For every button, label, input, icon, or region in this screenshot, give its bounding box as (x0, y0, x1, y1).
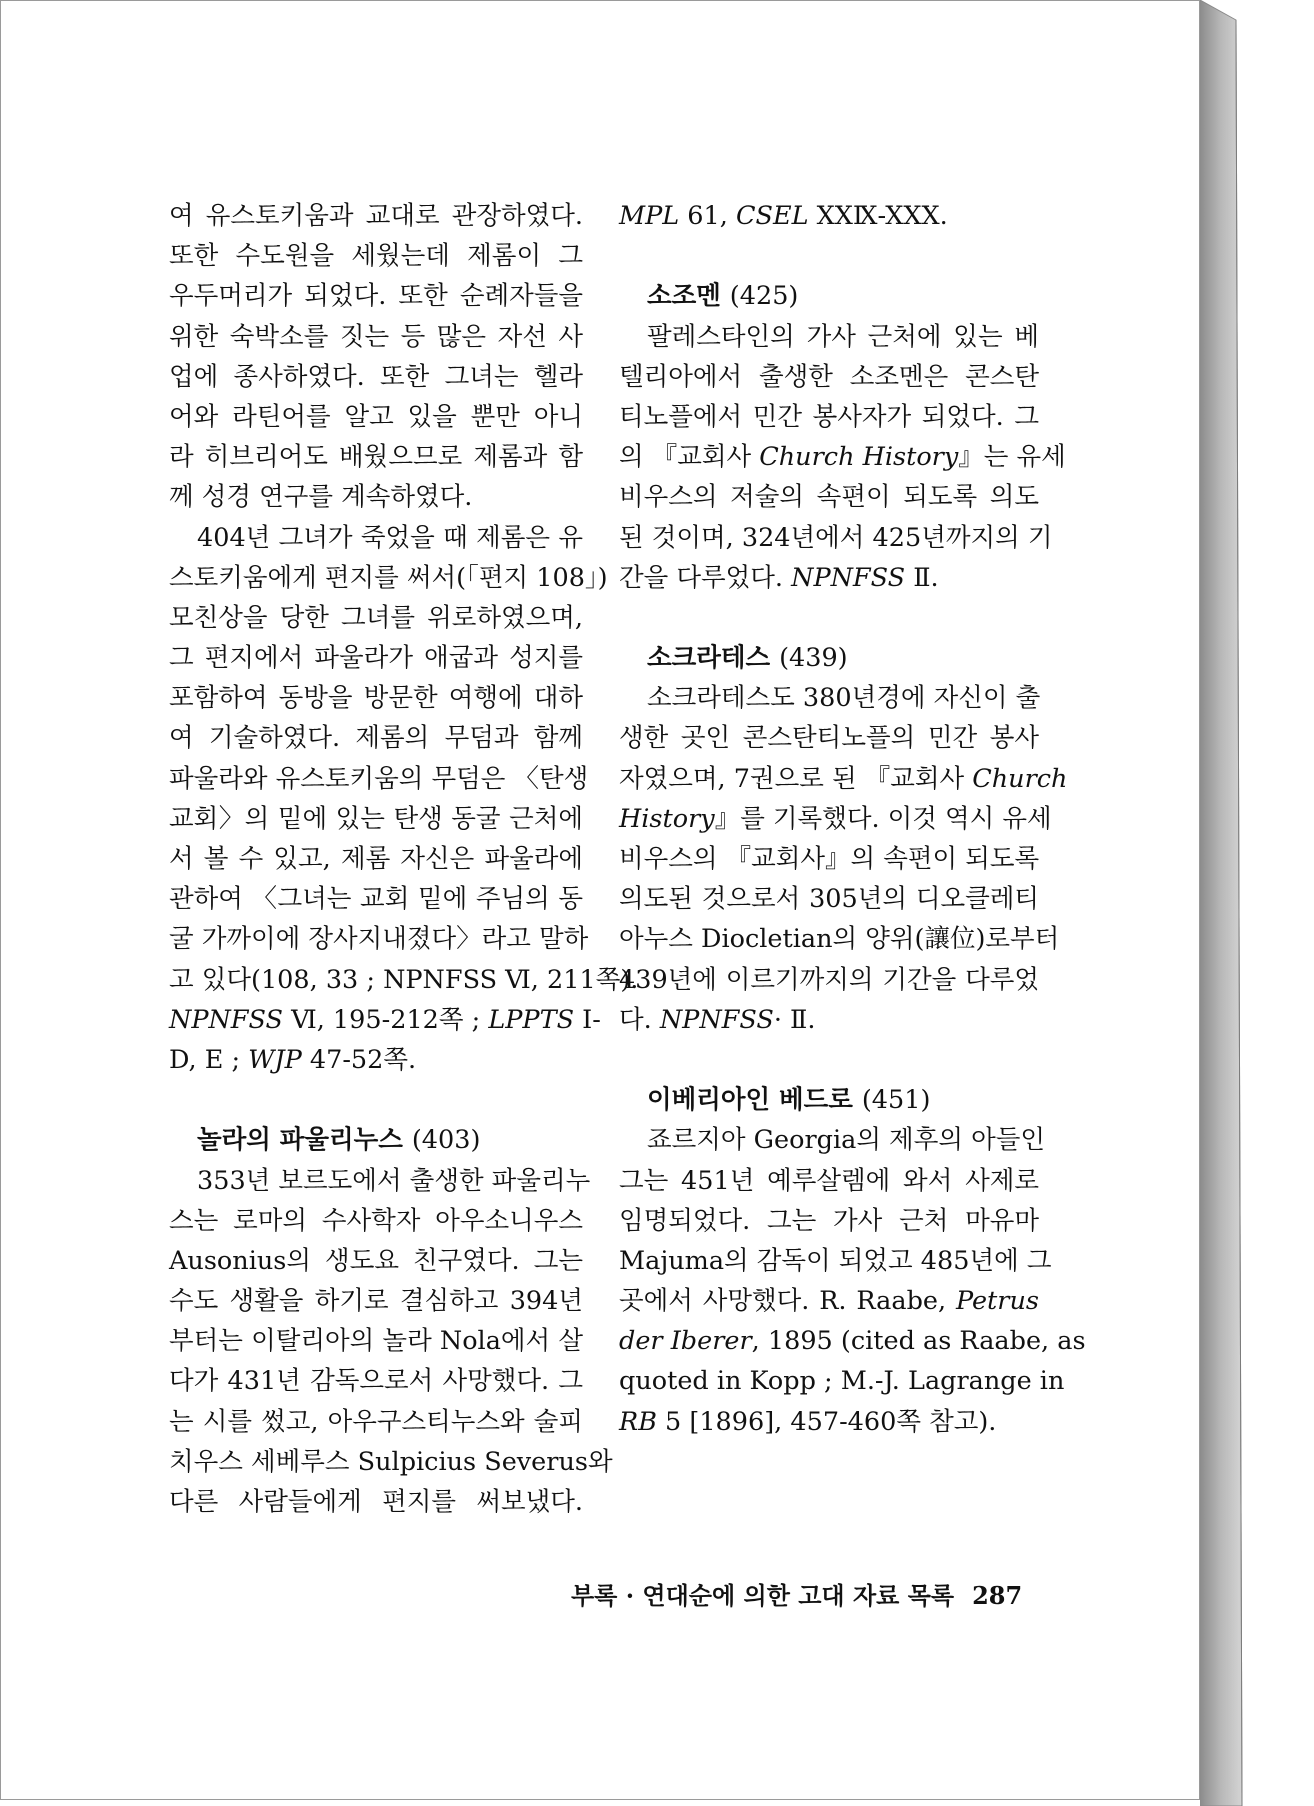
text-line: 스토키움에게 편지를 써서(「편지 108」) (169, 562, 608, 593)
text-run: 』는 유세 (958, 442, 1066, 473)
reference-line (169, 1000, 601, 1040)
section-gap (169, 1080, 583, 1120)
book-title: der Iberer (619, 1326, 752, 1357)
text-line: 다른 사람들에게 편지를 써보냈다. (169, 1487, 583, 1517)
text-line: 생한 곳인 콘스탄티노플의 민간 봉사 (619, 723, 1039, 754)
text-line: quoted in Kopp ; M.-J. Lagrange in (619, 1366, 1065, 1397)
text-line: 스는 로마의 수사학자 아우소니우스 (169, 1205, 583, 1236)
citation-text: XXⅨ-XXX. (808, 201, 948, 231)
section-heading (619, 638, 1039, 678)
text-run: , 1895 (cited as Raabe, as (751, 1326, 1086, 1357)
text-line (619, 437, 1066, 477)
text-line: 비우스의 『교회사』의 속편이 되도록 (619, 844, 1040, 874)
text-line: 또한 수도원을 세웠는데 제롬이 그 (169, 241, 583, 272)
citation-abbrev: WJP (248, 1044, 302, 1075)
book-page-edge (1200, 0, 1250, 1806)
text-line (619, 1321, 1086, 1361)
text-line: 라 히브리어도 배웠으므로 제롬과 함 (169, 442, 583, 473)
heading-year: (403) (411, 1125, 481, 1156)
text-run: 다. (619, 1004, 660, 1035)
section-heading (619, 276, 1039, 316)
text-run: 곳에서 사망했다. R. Raabe, (619, 1286, 956, 1317)
reference-line (169, 1040, 583, 1080)
text-line: 그 편지에서 파울라가 애굽과 성지를 (169, 643, 583, 674)
text-line: 부터는 이탈리아의 놀라 Nola에서 살 (169, 1326, 583, 1357)
section-heading (169, 1120, 583, 1160)
heading-title: 놀라의 파울리누스 (197, 1125, 403, 1156)
text-line: 404년 그녀가 죽었을 때 제롬은 유 (197, 522, 583, 553)
heading-year: (451) (861, 1085, 931, 1116)
text-line: 소크라테스도 380년경에 자신이 출 (647, 683, 1041, 714)
text-line: 다가 431년 감독으로서 사망했다. 그 (169, 1366, 583, 1397)
text-line: 포함하여 동방을 방문한 여행에 대하 (169, 683, 583, 714)
text-line: 업에 종사하였다. 또한 그녀는 헬라 (169, 361, 583, 392)
section-gap (619, 236, 1039, 276)
text-run: Ⅱ. (905, 562, 939, 593)
citation-text: 47-52쪽. (301, 1044, 417, 1075)
text-line: Ausonius의 생도요 친구였다. 그는 (169, 1245, 583, 1276)
heading-title: 이베리아인 베드로 (647, 1085, 853, 1116)
text-run: 의 『교회사 (619, 442, 760, 473)
page-footer (571, 1576, 1022, 1611)
text-line: 439년에 이르기까지의 기간을 다루었 (619, 964, 1039, 995)
text-line: 여 기술하였다. 제롬의 무덤과 함께 (169, 723, 583, 754)
citation-text: 61, (679, 201, 736, 231)
text-line: 그는 451년 예루살렘에 와서 사제로 (619, 1165, 1039, 1196)
text-run: 』를 기록했다. 이것 역시 유세 (714, 803, 1052, 834)
text-line: 티노플에서 민간 봉사자가 되었다. 그 (619, 401, 1039, 432)
text-line: 께 성경 연구를 계속하였다. (169, 482, 473, 513)
running-title: 부록 · 연대순에 의한 고대 자료 목록 (571, 1581, 955, 1610)
text-line: 치우스 세베루스 Sulpicius Severus와 (169, 1446, 613, 1477)
section-gap (619, 598, 1039, 638)
text-line: 팔레스타인의 가사 근처에 있는 베 (647, 321, 1039, 352)
text-line: 교회〉의 밑에 있는 탄생 동굴 근처에 (169, 803, 583, 834)
text-line (619, 558, 1039, 598)
text-run: 자였으며, 7권으로 된 『교회사 (619, 763, 973, 794)
text-line: 관하여 〈그녀는 교회 밑에 주님의 동 (169, 884, 583, 915)
text-line: 굴 가까이에 장사지내졌다〉라고 말하 (169, 924, 589, 955)
section-heading (619, 1080, 1039, 1120)
book-title: Petrus (955, 1286, 1039, 1317)
text-line: 서 볼 수 있고, 제롬 자신은 파울라에 (169, 844, 583, 874)
book-title: History (619, 803, 715, 834)
heading-year: (425) (729, 281, 799, 312)
page-number: 287 (972, 1581, 1023, 1610)
citation-abbrev: MPL (619, 201, 680, 231)
text-line: 파울라와 유스토키움의 무덤은 〈탄생 (169, 763, 589, 794)
text-line: 수도 생활을 하기로 결심하고 394년 (169, 1286, 583, 1317)
citation-abbrev: CSEL (735, 201, 809, 231)
citation-text: I- (574, 1004, 601, 1035)
section-gap (619, 1040, 1039, 1080)
citation-abbrev: RB (619, 1406, 657, 1437)
citation-abbrev: NPNFSS (791, 562, 906, 593)
text-line (619, 1402, 1039, 1442)
book-title: Church (972, 763, 1068, 794)
text-line: 위한 숙박소를 짓는 등 많은 자선 사 (169, 321, 583, 352)
citation-abbrev: NPNFSS (169, 1004, 283, 1035)
text-line: 죠르지아 Georgia의 제후의 아들인 (647, 1125, 1045, 1156)
text-line: 텔리아에서 출생한 소조멘은 콘스탄 (619, 361, 1039, 392)
text-line: 353년 보르도에서 출생한 파울리누 (197, 1165, 591, 1196)
text-line: 고 있다(108, 33 ; NPNFSS Ⅵ, 211쪽). (169, 964, 639, 995)
text-run: 간을 다루었다. (619, 562, 792, 593)
right-column (619, 196, 1086, 1442)
text-line (619, 1281, 1039, 1321)
text-line: 우두머리가 되었다. 또한 순례자들을 (169, 281, 583, 312)
text-line: 아누스 Diocletian의 양위(讓位)로부터 (619, 924, 1060, 955)
text-line: 의도된 것으로서 305년의 디오클레티 (619, 884, 1039, 915)
text-line: 여 유스토키움과 교대로 관장하였다. (169, 201, 583, 231)
text-line: Majuma의 감독이 되었고 485년에 그 (619, 1245, 1052, 1276)
reference-line (619, 196, 1039, 236)
heading-year: (439) (779, 643, 848, 674)
heading-title: 소크라테스 (647, 643, 771, 674)
text-line: 임명되었다. 그는 가사 근처 마유마 (619, 1205, 1039, 1236)
text-line: 는 시를 썼고, 아우구스티누스와 술피 (169, 1406, 583, 1437)
citation-abbrev: NPNFSS (659, 1004, 774, 1035)
book-title: Church History (759, 442, 959, 473)
text-run: · Ⅱ. (773, 1004, 816, 1035)
text-line (619, 799, 1052, 839)
text-run: 5 [1896], 457-460쪽 참고). (656, 1406, 997, 1437)
text-line: 모친상을 당한 그녀를 위로하였으며, (169, 602, 583, 633)
citation-text: Ⅵ, 195-212쪽 ; (282, 1004, 489, 1035)
text-line: 비우스의 저술의 속편이 되도록 의도 (619, 482, 1039, 513)
text-line (619, 1000, 1039, 1040)
citation-text: D, E ; (169, 1044, 249, 1075)
text-line: 된 것이며, 324년에서 425년까지의 기 (619, 522, 1053, 553)
citation-abbrev: LPPTS (488, 1004, 575, 1035)
heading-title: 소조멘 (647, 281, 721, 312)
text-line: 어와 라틴어를 알고 있을 뿐만 아니 (169, 401, 583, 432)
text-line (619, 759, 1068, 799)
